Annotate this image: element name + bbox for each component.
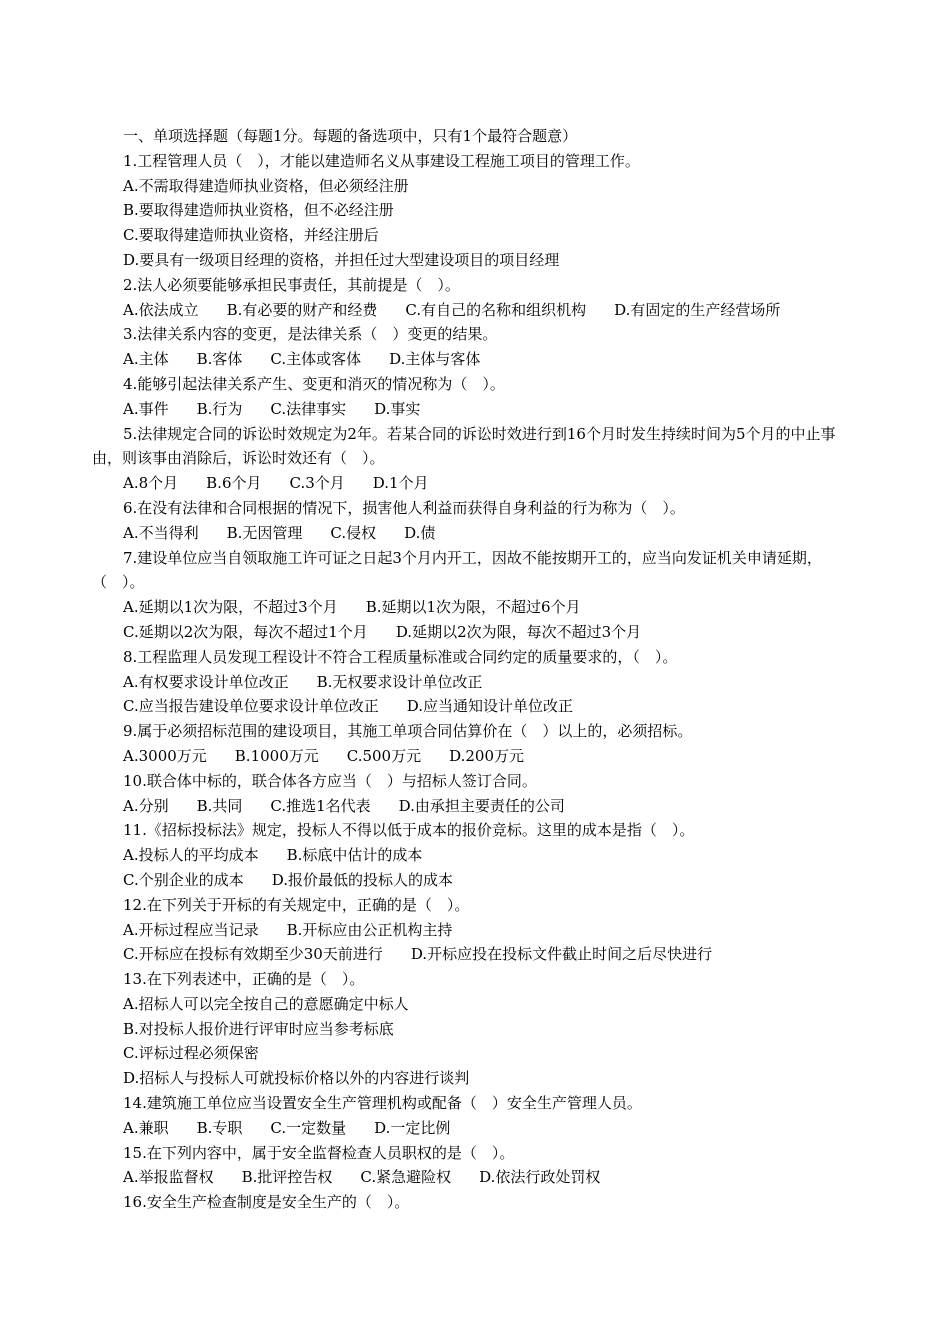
option-row [92,1041,862,1066]
answer-option: C.紧急避险权 [360,1168,452,1187]
option-row [92,1066,862,1091]
answer-option: C.要取得建造师执业资格，并经注册后 [123,226,379,245]
option-row [92,198,862,223]
answer-option: D.由承担主要责任的公司 [398,796,565,815]
option-row [92,347,862,372]
option-row [92,1116,862,1141]
answer-option: A.依法成立 [123,300,199,319]
option-row [92,942,862,967]
answer-option: D.有固定的生产经营场所 [614,300,781,319]
option-row [92,248,862,273]
question-3 [92,322,862,372]
answer-option: B.无权要求设计单位改正 [316,672,483,691]
answer-option: B.专职 [196,1118,243,1137]
answer-option: C.侵权 [330,523,377,542]
answer-option: C.500万元 [346,746,422,765]
question-stem: 9.属于必须招标范围的建设项目，其施工单项合同估算价在（ ）以上的，必须招标。 [123,722,693,741]
answer-option: A.举报监督权 [123,1168,214,1187]
question-stem: 2.法人必须要能够承担民事责任，其前提是（ ）。 [123,275,460,294]
answer-option: B.批评控告权 [241,1168,333,1187]
answer-option: A.3000万元 [123,746,207,765]
question-stem: 5.法律规定合同的诉讼时效规定为2年。若某合同的诉讼时效进行到16个月时发生持续时间为5个月的中止事由，则该事由消除后，诉讼时效还有（ ）。 [92,424,836,468]
answer-option: C.推选1名代表 [270,796,371,815]
question-2 [92,273,862,323]
answer-option: C.主体或客体 [270,350,362,369]
question-stem: 10.联合体中标的，联合体各方应当（ ）与招标人签订合同。 [123,771,537,790]
answer-option: D.债 [404,523,436,542]
answer-option: D.招标人与投标人可就投标价格以外的内容进行谈判 [123,1069,470,1088]
question-15 [92,1141,862,1191]
question-11 [92,818,862,892]
answer-option: D.200万元 [449,746,524,765]
option-row [92,471,862,496]
question-13 [92,967,862,1091]
question-4 [92,372,862,422]
question-list [92,149,862,1215]
option-row [92,1165,862,1190]
answer-option: B.无因管理 [226,523,303,542]
question-7 [92,546,862,645]
question-stem: 7.建设单位应当自领取施工许可证之日起3个月内开工，因故不能按期开工的，应当向发证机关申请延期，（ ）。 [92,548,822,592]
question-stem: 15.在下列内容中，属于安全监督检查人员职权的是（ ）。 [123,1143,515,1162]
answer-option: D.事实 [374,399,421,418]
answer-option: B.客体 [196,350,243,369]
option-row [92,992,862,1017]
option-row [92,174,862,199]
option-row [92,620,862,645]
answer-option: B.开标应由公正机构主持 [286,920,453,939]
answer-option: C.评标过程必须保密 [123,1044,259,1063]
question-9 [92,719,862,769]
option-row [92,670,862,695]
answer-option: D.报价最低的投标人的成本 [271,870,453,889]
answer-option: C.应当报告建设单位要求设计单位改正 [123,697,379,716]
option-row [92,744,862,769]
question-1 [92,149,862,273]
answer-option: C.3个月 [289,474,345,493]
answer-option: B.6个月 [206,474,262,493]
answer-option: B.有必要的财产和经费 [226,300,378,319]
answer-option: A.不需取得建造师执业资格，但必须经注册 [123,176,409,195]
question-stem: 4.能够引起法律关系产生、变更和消灭的情况称为（ ）。 [123,374,505,393]
question-stem: 8.工程监理人员发现工程设计不符合工程质量标准或合同约定的质量要求的，（ ）。 [123,647,678,666]
answer-option: D.应当通知设计单位改正 [406,697,573,716]
question-10 [92,769,862,819]
answer-option: C.法律事实 [270,399,347,418]
question-16 [92,1190,862,1215]
question-stem: 13.在下列表述中，正确的是（ ）。 [123,970,365,989]
answer-option: B.1000万元 [234,746,319,765]
answer-option: D.开标应投在投标文件截止时间之后尽快进行 [410,945,713,964]
answer-option: D.要具有一级项目经理的资格，并担任过大型建设项目的项目经理 [123,250,560,269]
option-row [92,298,862,323]
question-stem: 11.《招标投标法》规定，投标人不得以低于成本的报价竞标。这里的成本是指（ ）。 [123,821,695,840]
question-8 [92,645,862,719]
question-6 [92,496,862,546]
option-row [92,595,862,620]
question-stem: 1.工程管理人员（ ），才能以建造师名义从事建设工程施工项目的管理工作。 [123,151,640,170]
answer-option: A.招标人可以完全按自己的意愿确定中标人 [123,994,409,1013]
answer-option: A.投标人的平均成本 [123,846,259,865]
answer-option: A.延期以1次为限，不超过3个月 [123,598,338,617]
answer-option: B.对投标人报价进行评审时应当参考标底 [123,1019,394,1038]
option-row [92,521,862,546]
answer-option: A.事件 [123,399,169,418]
option-row [92,843,862,868]
answer-option: A.有权要求设计单位改正 [123,672,289,691]
answer-option: A.不当得利 [123,523,199,542]
answer-option: A.8个月 [123,474,179,493]
question-stem: 3.法律关系内容的变更，是法律关系（ ）变更的结果。 [123,325,498,344]
answer-option: C.延期以2次为限，每次不超过1个月 [123,622,368,641]
option-row [92,397,862,422]
question-14 [92,1091,862,1141]
question-5 [92,422,862,496]
question-12 [92,893,862,967]
option-row [92,1017,862,1042]
answer-option: B.共同 [196,796,243,815]
answer-option: D.主体与客体 [389,350,481,369]
question-stem: 6.在没有法律和合同根据的情况下，损害他人利益而获得自身利益的行为称为（ ）。 [123,498,685,517]
option-row [92,223,862,248]
answer-option: C.开标应在投标有效期至少30天前进行 [123,945,383,964]
section-heading: 一、单项选择题（每题1分。每题的备选项中，只有1个最符合题意） [123,127,578,145]
answer-option: D.一定比例 [374,1118,451,1137]
answer-option: A.开标过程应当记录 [123,920,259,939]
option-row [92,868,862,893]
option-row [92,694,862,719]
answer-option: B.行为 [196,399,243,418]
answer-option: B.标底中估计的成本 [286,846,423,865]
answer-option: B.要取得建造师执业资格，但不必经注册 [123,201,394,220]
answer-option: D.延期以2次为限，每次不超过3个月 [395,622,642,641]
answer-option: C.有自己的名称和组织机构 [405,300,587,319]
answer-option: D.1个月 [372,474,429,493]
answer-option: D.依法行政处罚权 [479,1168,601,1187]
exam-document [92,124,862,1215]
answer-option: A.分别 [123,796,169,815]
answer-option: B.延期以1次为限，不超过6个月 [365,598,581,617]
question-stem: 16.安全生产检查制度是安全生产的（ ）。 [123,1193,410,1212]
question-stem: 12.在下列关于开标的有关规定中，正确的是（ ）。 [123,895,470,914]
option-row [92,794,862,819]
option-row [92,918,862,943]
question-stem: 14.建筑施工单位应当设置安全生产管理机构或配备（ ）安全生产管理人员。 [123,1094,642,1113]
answer-option: C.一定数量 [270,1118,347,1137]
answer-option: C.个别企业的成本 [123,870,244,889]
answer-option: A.主体 [123,350,169,369]
answer-option: A.兼职 [123,1118,169,1137]
